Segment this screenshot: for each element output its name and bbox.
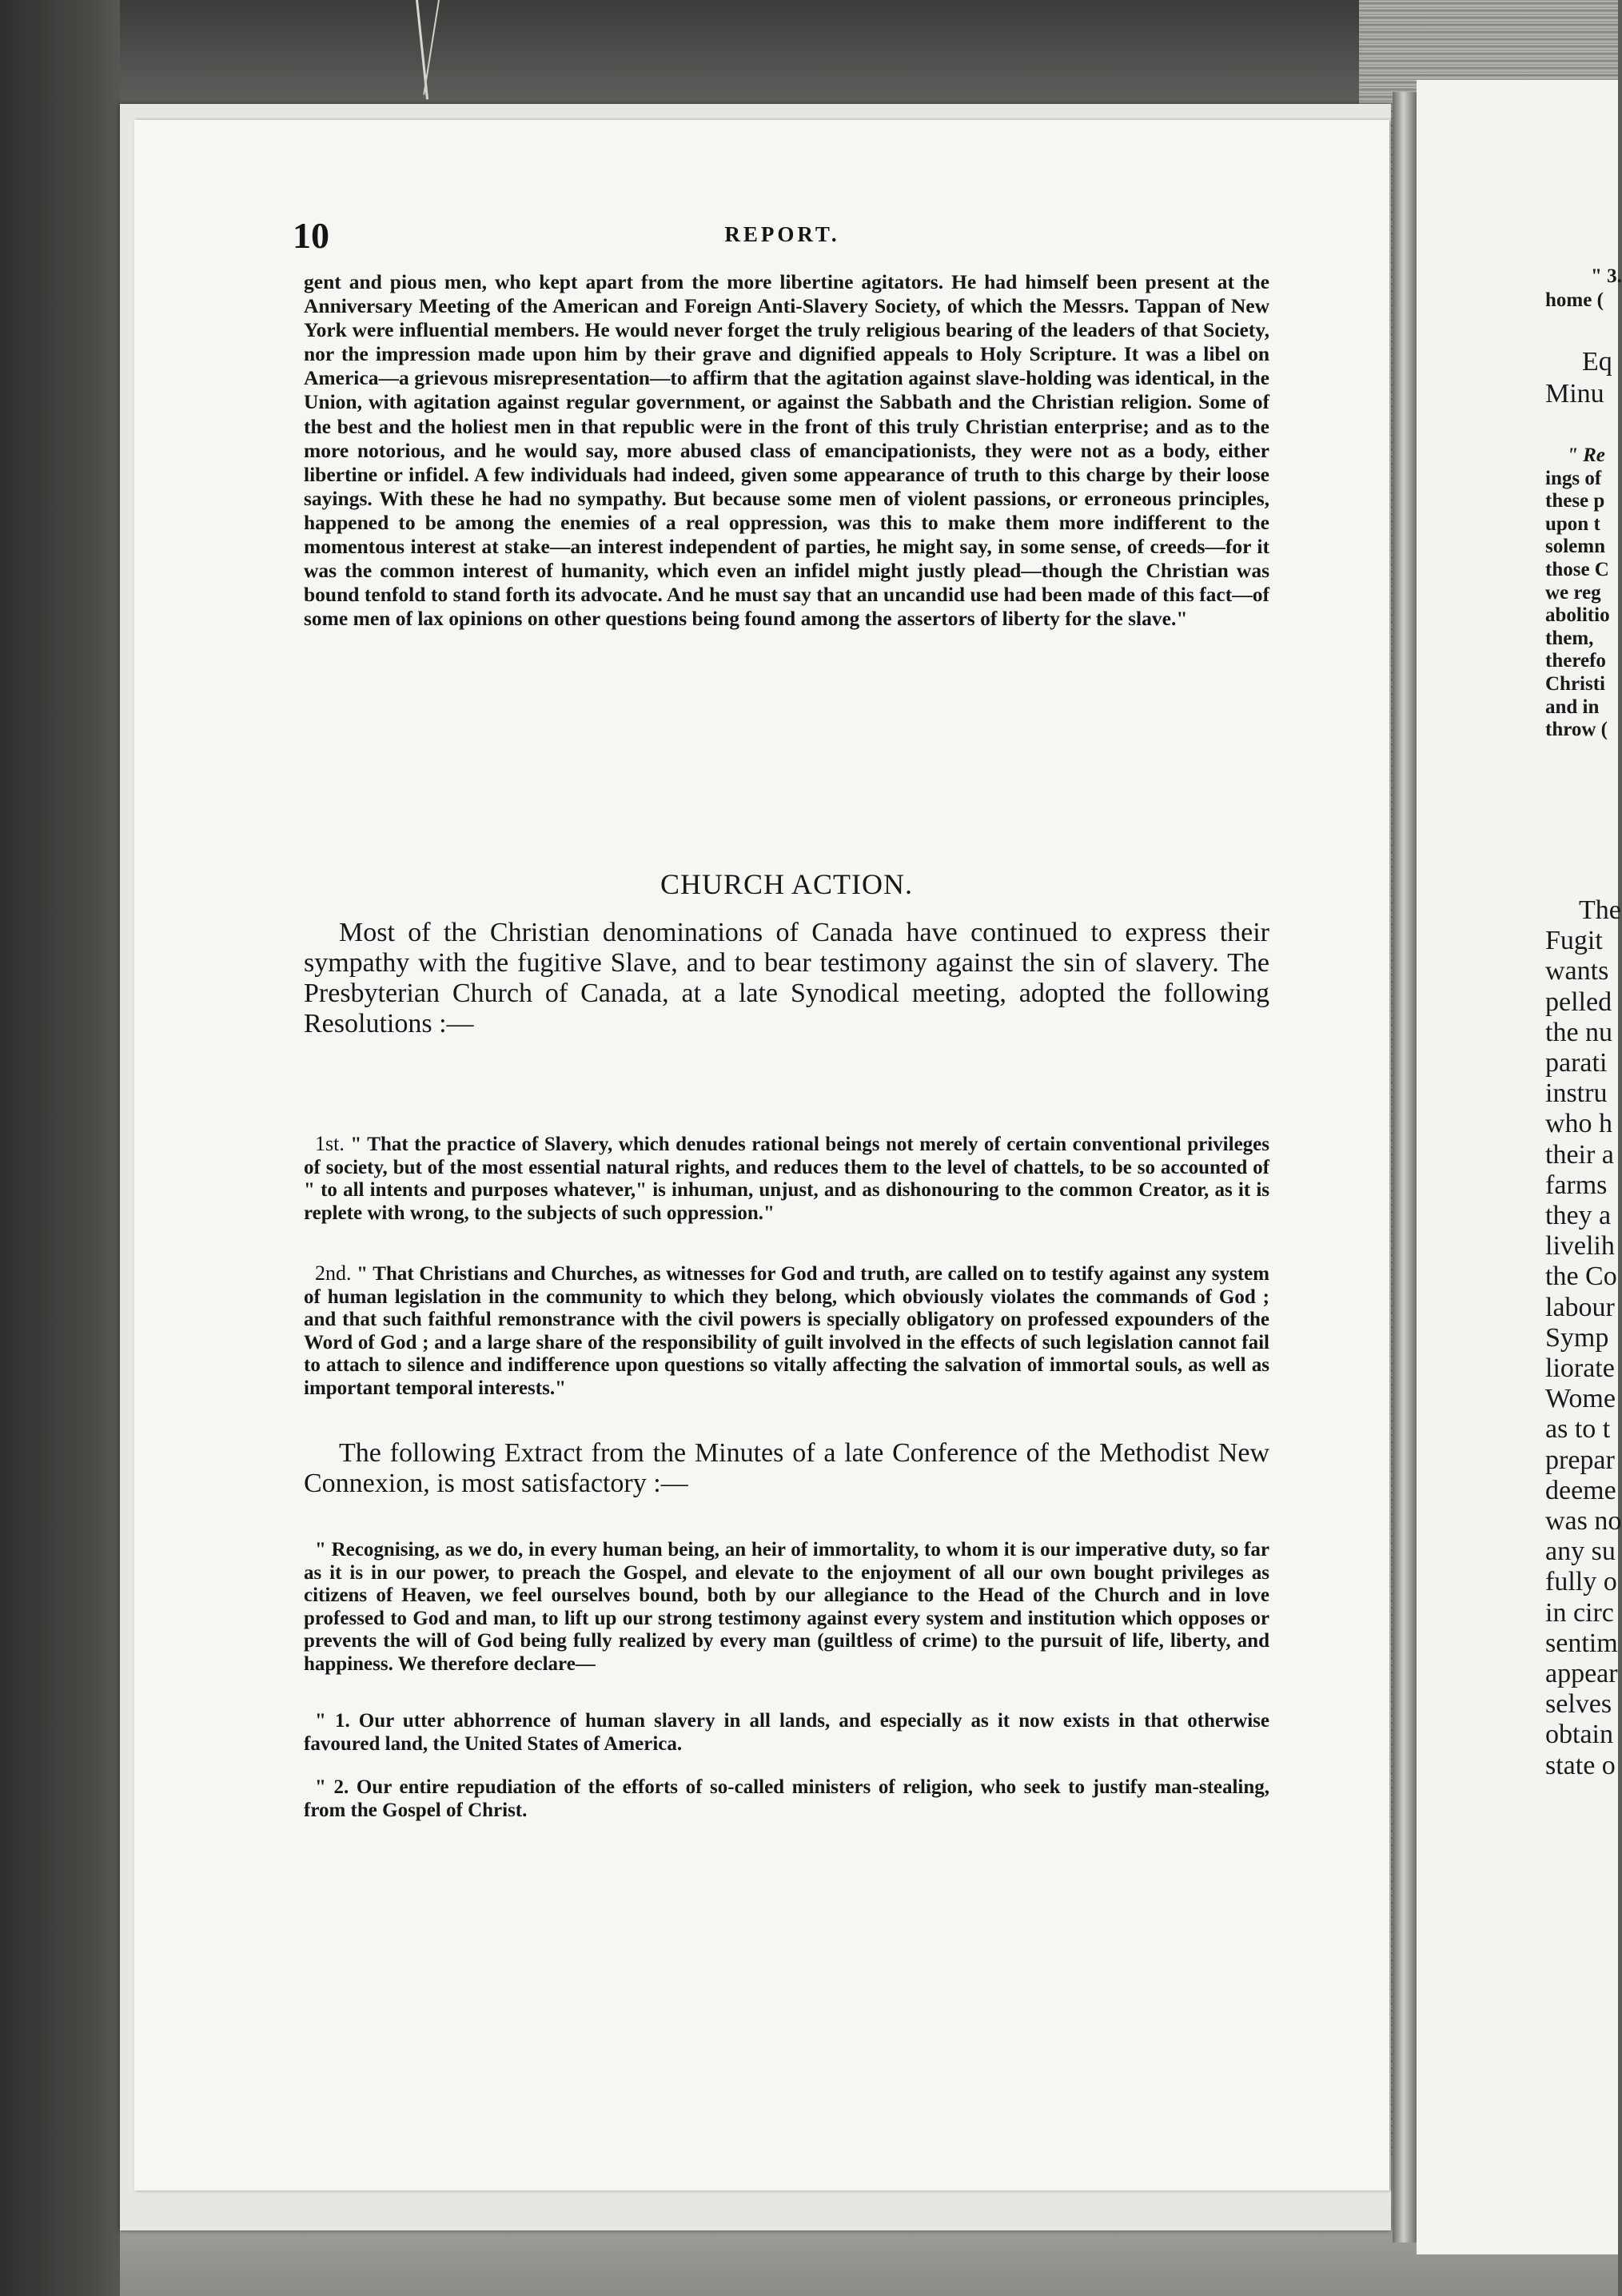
right-page-line: livelih	[1545, 1231, 1615, 1262]
right-page-line: them,	[1545, 627, 1594, 649]
extract-intro: The following Extract from the Minutes of a late Conference of the Methodist New Connexion, is most satisfactory :—	[304, 1438, 1269, 1498]
running-title: REPORT.	[724, 222, 840, 246]
right-page-line: instru	[1545, 1078, 1608, 1109]
right-page-line: throw (	[1545, 719, 1608, 741]
extract-block	[304, 1539, 1269, 1676]
right-page-line: Eq	[1582, 347, 1612, 377]
right-page-line: appear	[1545, 1659, 1618, 1688]
declaration-block	[304, 1710, 1269, 1756]
right-page-line: the Co	[1545, 1262, 1617, 1292]
right-page-line: upon t	[1545, 512, 1600, 535]
right-page-line: as to t	[1545, 1414, 1611, 1445]
right-page-line: who h	[1545, 1109, 1613, 1139]
right-page-line: ings of	[1545, 467, 1602, 489]
opening-paragraph: gent and pious men, who kept apart from the more libertine agitators. He had himself been present at the Anniversary Meeting of the American and Foreign Anti-Slavery Society, of which the Messrs. Tappan of New York were influential members. He would never forget the truly religious bearing of the leaders of that Society, nor the impression made upon him by their grave and dignified appeals to Holy Scripture. It was a libel on America—a grievous misrepresentation—to affirm that the agitation against slave-holding was identical, in the Union, with agitation against regular government, or against the Sabbath and the Christian religion. Some of the best and the holiest men in that republic were in the front of this truly Christian enterprise; and as to the more notorious, and he would say, more abused class of emancipationists, they were not as a body, either libertine or infidel. A few individuals had indeed, given some appearance of truth to this charge by their loose sayings. With these he had no sympathy. But because some men of violent passions, or erroneous principles, happened to be among the enemies of a real oppression, was this to make them more indifferent to the momentous interest at stake—an interest independent of parties, he might say, in some sense, of creeds—for it was the common interest of humanity, which even an infidel might justly plead—though the Christian was bound tenfold to stand forth its advocate. And he must say that an uncandid use had been made of this fact—of some men of lax opinions on other questions being found among the assertors of liberty for the slave."	[304, 270, 1269, 631]
resolution-item	[304, 1262, 1269, 1401]
right-page-line: liorate	[1545, 1353, 1615, 1383]
right-page-line: Christi	[1545, 673, 1605, 695]
right-page-line: wants	[1545, 956, 1609, 987]
intro-paragraph-block	[304, 918, 1269, 1039]
resolution-label: 2nd.	[315, 1262, 352, 1285]
right-page-line: Fugit	[1545, 926, 1603, 956]
resolution-text: " That the practice of Slavery, which denudes rational beings not merely of certain conventional privileges of society, but of the most essential natural rights, and reduces them to the level of chattels, to be so accounted of " to all intents and purposes whatever," is inhuman, unjust, and as dishonouring to the common Creator, as it is replete with wrong, to the subjects of such oppression."	[304, 1134, 1269, 1224]
right-page-line: selves	[1545, 1689, 1612, 1720]
right-page-line: was no	[1545, 1506, 1622, 1536]
right-page-line: and in	[1545, 696, 1600, 718]
right-page-line: any su	[1545, 1537, 1616, 1567]
right-page-line: obtain	[1545, 1720, 1613, 1750]
declaration-item: " 1. Our utter abhorrence of human slavery in all lands, and especially as it now exists in that otherwise favoured land, the United States of America.	[304, 1710, 1269, 1755]
right-page-line: fully o	[1545, 1567, 1617, 1597]
right-page-line: pelled	[1545, 987, 1612, 1017]
right-page-line: farms	[1545, 1170, 1608, 1200]
right-page-line: those C	[1545, 559, 1609, 580]
resolution-text: " That Christians and Churches, as witnesses for God and truth, are called on to testify against any system of human legislation in the community to which they belong, which obviously violates the commands of God ; and that such faithful remonstrance with the civil powers is specially obligatory on professed expounders of the Word of God ; and a large share of the responsibility of guilt involved in the effects of such legislation cannot fail to attach to silence and indifference upon questions so vitally affecting the salvation of immortal souls, as well as important temporal interests."	[304, 1263, 1270, 1399]
right-page-line: Minu	[1545, 379, 1604, 409]
right-page-line: their a	[1545, 1139, 1614, 1170]
right-page-line: abolitio	[1545, 604, 1610, 627]
resolution-label: 1st.	[315, 1132, 345, 1155]
right-page-line: deeme	[1545, 1475, 1616, 1505]
right-page-line: we reg	[1545, 581, 1601, 604]
declaration-block	[304, 1776, 1269, 1822]
intro-paragraph: Most of the Christian denominations of Canada have continued to express their sympathy with the fugitive Slave, and to bear testimony against the sin of slavery. The Presbyterian Church of Canada, at a late Synodical meeting, adopted the following Resolutions :—	[304, 918, 1269, 1038]
book-gutter	[1393, 92, 1417, 2242]
running-head	[293, 217, 1272, 265]
right-page-line: home (	[1545, 289, 1604, 311]
right-page-line: Symp	[1545, 1322, 1609, 1353]
right-page-line: " Re	[1567, 444, 1605, 466]
declaration-item: " 2. Our entire repudiation of the efforts of so-called ministers of religion, who seek to justify man-stealing, from the Gospel of Christ.	[304, 1776, 1269, 1821]
right-page-line: the nu	[1545, 1017, 1613, 1047]
extract-paragraph: " Recognising, as we do, in every human being, an heir of immortality, to whom it is our imperative duty, so far as it is in our power, to preach the Gospel, and elevate to the enjoyment of all our own bought privileges as citizens of Heaven, we feel ourselves bound, both by our allegiance to the Head of the Church and in love professed to God and man, to lift up our strong testimony against every system and institution which opposes or prevents the will of God being fully realized by every man (guiltless of crime) to the pursuit of life, liberty, and happiness. We therefore declare—	[304, 1539, 1269, 1675]
right-page-line: parati	[1545, 1048, 1608, 1078]
right-page-line: The	[1579, 895, 1621, 925]
right-page-line: these p	[1545, 490, 1605, 512]
right-page-line: in circ	[1545, 1597, 1614, 1628]
resolution-item	[304, 1133, 1269, 1225]
extract-intro-block	[304, 1438, 1269, 1499]
section-heading: CHURCH ACTION.	[660, 868, 914, 900]
resolution-block	[304, 1133, 1269, 1225]
right-page-line: therefo	[1545, 650, 1606, 672]
resolution-block	[304, 1262, 1269, 1401]
page-number: 10	[293, 215, 329, 256]
right-page-line: sentim	[1545, 1628, 1618, 1658]
right-page-line: solemn	[1545, 536, 1605, 558]
opening-paragraph-block	[304, 270, 1269, 631]
right-page-line: state o	[1545, 1750, 1616, 1780]
right-page-line: " 3.	[1591, 265, 1622, 287]
right-page-line: they a	[1545, 1201, 1612, 1230]
right-page-line: Wome	[1545, 1384, 1616, 1414]
right-page-line: labour	[1545, 1292, 1615, 1322]
right-page-line: prepar	[1545, 1445, 1615, 1475]
